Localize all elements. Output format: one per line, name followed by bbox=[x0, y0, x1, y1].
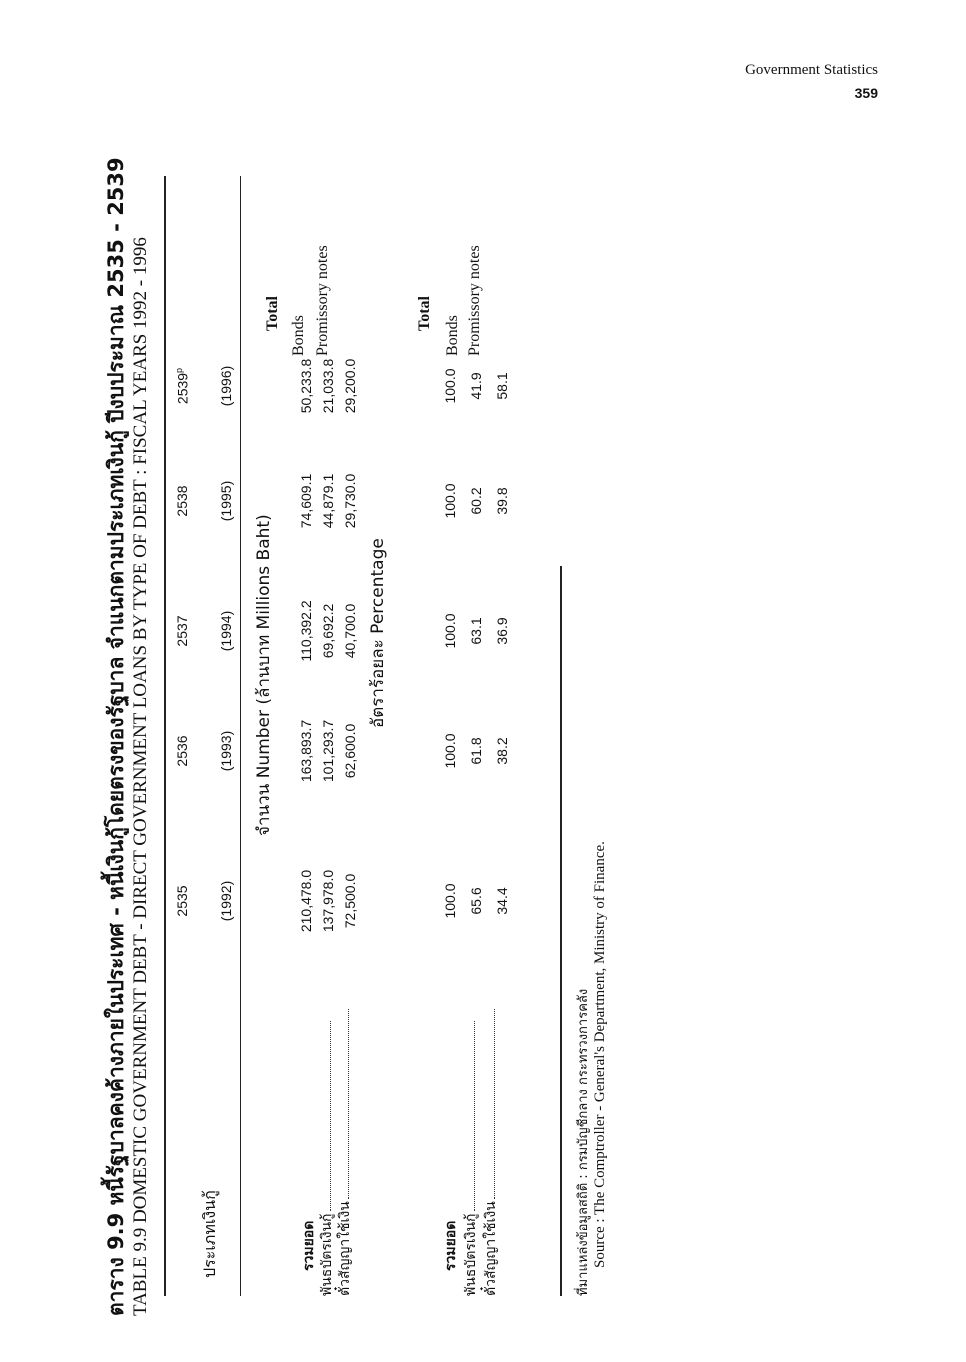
running-header: Government Statistics bbox=[745, 62, 878, 78]
year-be-2538: 2538 bbox=[174, 485, 190, 517]
cell-number-bonds-2538: 44,879.1 bbox=[320, 473, 336, 529]
cell-pct-promissory-2537: 36.9 bbox=[494, 617, 510, 645]
cell-pct-total-2535: 100.0 bbox=[442, 883, 458, 919]
cell-pct-bonds-2536: 61.8 bbox=[468, 737, 484, 765]
cell-number-bonds-2539: 21,033.8 bbox=[320, 358, 336, 414]
row-label-bonds-pct: พันธบัตรเงินกู้ bbox=[460, 1021, 482, 1296]
cell-number-promissory-2538: 29,730.0 bbox=[342, 473, 358, 529]
section-label-percentage: อัตราร้อยละ Percentage bbox=[368, 538, 388, 728]
cell-pct-total-2539: 100.0 bbox=[442, 368, 458, 404]
row-label-promissory: ตั๋วสัญญาใช้เงิน bbox=[334, 1009, 356, 1296]
cell-number-promissory-2536: 62,600.0 bbox=[342, 723, 358, 779]
cell-pct-promissory-2535: 34.4 bbox=[494, 887, 510, 915]
row-label-promissory-pct: ตั๋วสัญญาใช้เงิน bbox=[480, 1009, 502, 1296]
row-label-bonds: พันธบัตรเงินกู้ bbox=[316, 1021, 338, 1296]
row-label-en-total: Total bbox=[264, 296, 281, 331]
year-be-2539: 2539$^p$ bbox=[174, 367, 191, 405]
row-label-en-promissory: Promissory notes bbox=[314, 245, 331, 356]
page-header bbox=[745, 62, 878, 101]
year-ce-1996: (1996) bbox=[218, 365, 234, 407]
table-bottom-rule bbox=[560, 566, 562, 1296]
row-label-en-promissory-pct: Promissory notes bbox=[466, 245, 483, 356]
cell-number-total-2539: 50,233.8 bbox=[298, 358, 314, 414]
cell-pct-promissory-2539: 58.1 bbox=[494, 372, 510, 400]
cell-pct-promissory-2536: 38.2 bbox=[494, 737, 510, 765]
cell-number-total-2535: 210,478.0 bbox=[298, 869, 314, 933]
year-ce-1995: (1995) bbox=[218, 480, 234, 522]
column-head-type: ประเภทเงินกู้ bbox=[200, 1190, 219, 1278]
source-thai: ที่มาแหล่งข้อมูลสถิติ : กรมบัญชีกลาง กระทรวงการคลัง bbox=[576, 988, 591, 1296]
cell-number-total-2536: 163,893.7 bbox=[298, 719, 314, 783]
table-title-english: TABLE 9.9 DOMESTIC GOVERNMENT DEBT - DIRECT GOVERNMENT LOANS BY TYPE OF DEBT : FISCAL YEARS 1992 - 1996 bbox=[130, 237, 151, 1316]
cell-pct-bonds-2535: 65.6 bbox=[468, 887, 484, 915]
row-label-total-pct: รวมยอด bbox=[443, 1220, 459, 1271]
rotated-table-sheet bbox=[100, 106, 670, 1316]
cell-number-promissory-2537: 40,700.0 bbox=[342, 603, 358, 659]
table-header-rule bbox=[240, 176, 241, 1296]
table-top-rule bbox=[164, 176, 166, 1296]
cell-number-total-2537: 110,392.2 bbox=[298, 600, 314, 662]
year-ce-1993: (1993) bbox=[218, 730, 234, 772]
cell-pct-total-2537: 100.0 bbox=[442, 613, 458, 649]
year-be-2537: 2537 bbox=[174, 615, 190, 647]
cell-number-bonds-2535: 137,978.0 bbox=[320, 869, 336, 933]
preliminary-mark: p bbox=[174, 367, 184, 373]
row-label-en-total-pct: Total bbox=[416, 296, 433, 331]
source-english: Source : The Comptroller - General's Department, Ministry of Finance. bbox=[592, 841, 608, 1268]
cell-number-promissory-2535: 72,500.0 bbox=[342, 873, 358, 929]
row-label-en-bonds: Bonds bbox=[290, 315, 307, 356]
cell-pct-total-2538: 100.0 bbox=[442, 483, 458, 519]
cell-pct-promissory-2538: 39.8 bbox=[494, 487, 510, 515]
cell-number-bonds-2537: 69,692.2 bbox=[320, 603, 336, 659]
cell-number-promissory-2539: 29,200.0 bbox=[342, 358, 358, 414]
row-label-en-bonds-pct: Bonds bbox=[444, 315, 461, 356]
table-title-thai: ตาราง 9.9 หนี้รัฐบาลคงค้างภายในประเทศ - หนี้เงินกู้โดยตรงของรัฐบาล จำแนกตามประเภทเงินกู้ ปีงบประมาณ 2535 - 2539 bbox=[104, 157, 128, 1316]
cell-pct-bonds-2538: 60.2 bbox=[468, 487, 484, 515]
row-label-total: รวมยอด bbox=[301, 1220, 317, 1271]
cell-pct-total-2536: 100.0 bbox=[442, 733, 458, 769]
section-label-number: จำนวน Number (ล้านบาท Millions Baht) bbox=[254, 514, 274, 836]
year-be-2536: 2536 bbox=[174, 735, 190, 767]
cell-number-bonds-2536: 101,293.7 bbox=[320, 719, 336, 783]
page-number: 359 bbox=[854, 85, 878, 101]
year-ce-1994: (1994) bbox=[218, 610, 234, 652]
year-be-2535: 2535 bbox=[174, 885, 190, 917]
cell-pct-bonds-2537: 63.1 bbox=[468, 617, 484, 645]
cell-pct-bonds-2539: 41.9 bbox=[468, 372, 484, 400]
year-ce-1992: (1992) bbox=[218, 880, 234, 922]
cell-number-total-2538: 74,609.1 bbox=[298, 473, 314, 529]
